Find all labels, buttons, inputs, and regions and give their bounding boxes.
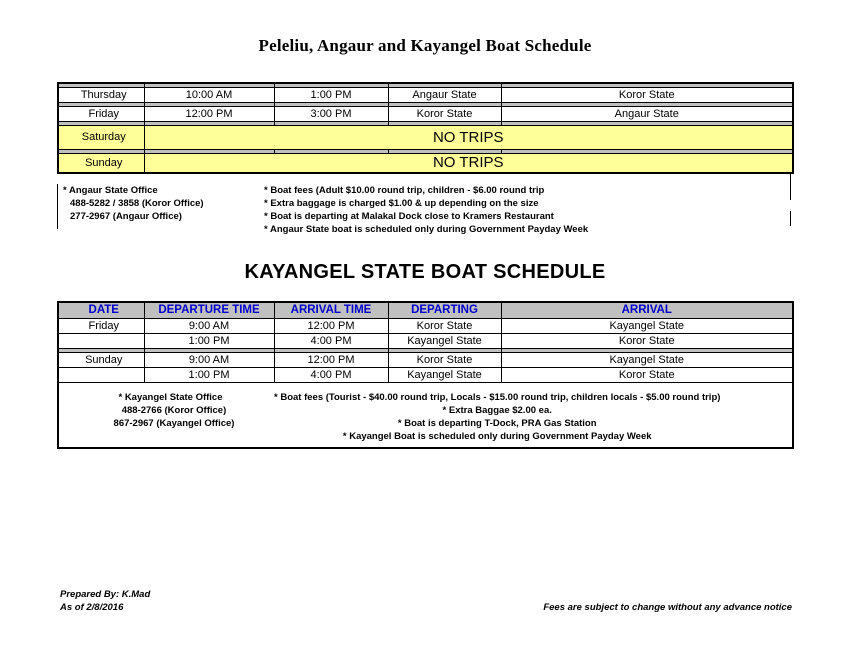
departing-state-cell: Angaur State	[388, 87, 501, 102]
note-line: 488-2766 (Koror Office)	[121, 404, 227, 416]
arrival-time-cell: 1:00 PM	[274, 87, 388, 102]
day-cell: Thursday	[58, 87, 144, 102]
date-cell: Friday	[58, 318, 144, 333]
footer-prepared-by	[60, 588, 150, 614]
arriving-state-cell: Kayangel State	[501, 318, 793, 333]
arrival-time-cell: 4:00 PM	[274, 333, 388, 348]
arriving-state-cell: Koror State	[501, 333, 793, 348]
departing-state-cell: Koror State	[388, 106, 501, 121]
boat-info-notes	[274, 391, 720, 443]
note-line: * Boat is departing at Malakal Dock close to Kramers Restaurant	[264, 211, 554, 222]
schedule-row-friday-2	[58, 333, 793, 348]
no-trips-cell: NO TRIPS	[144, 125, 793, 149]
schedule-row-sunday-2	[58, 367, 793, 382]
office-contact-notes	[67, 391, 274, 430]
prepared-by-text: Prepared By: K.Mad	[60, 589, 151, 600]
departure-time-cell: 9:00 AM	[144, 352, 274, 367]
kayangel-section-title: KAYANGEL STATE BOAT SCHEDULE	[244, 261, 606, 283]
date-cell	[58, 333, 144, 348]
arrival-time-cell: 12:00 PM	[274, 352, 388, 367]
note-line: * Angaur State boat is scheduled only during Government Payday Week	[264, 224, 589, 235]
departing-state-cell: Kayangel State	[388, 333, 501, 348]
table-border-remnant	[790, 211, 791, 226]
date-cell	[58, 367, 144, 382]
schedule-row-sunday	[58, 153, 793, 173]
departure-time-cell: 12:00 PM	[144, 106, 274, 121]
kayangel-schedule-table	[57, 301, 794, 449]
boat-info-notes	[264, 184, 588, 236]
departure-time-cell: 9:00 AM	[144, 318, 274, 333]
arrival-time-cell: 12:00 PM	[274, 318, 388, 333]
column-header-arrival-time: ARRIVAL TIME	[274, 302, 388, 318]
note-line: 277-2967 (Angaur Office)	[70, 211, 182, 222]
schedule-row-friday-1	[58, 318, 793, 333]
schedule-row-sunday-1	[58, 352, 793, 367]
note-line: * Boat is departing T-Dock, PRA Gas Station	[397, 417, 597, 429]
note-line: * Kayangel State Office	[118, 391, 223, 403]
schedule-row-saturday	[58, 125, 793, 149]
note-line: * Extra baggage is charged $1.00 & up depending on the size	[264, 198, 539, 209]
as-of-date-text: As of 2/8/2016	[60, 602, 124, 613]
note-line: * Boat fees (Adult $10.00 round trip, children - $6.00 round trip	[264, 185, 545, 196]
column-header-arrival: ARRIVAL	[501, 302, 793, 318]
note-line: * Angaur State Office	[63, 185, 158, 196]
arrival-time-cell: 3:00 PM	[274, 106, 388, 121]
note-line: 867-2967 (Kayangel Office)	[113, 417, 235, 429]
day-cell: Friday	[58, 106, 144, 121]
arriving-state-cell: Koror State	[501, 367, 793, 382]
departing-state-cell: Koror State	[388, 352, 501, 367]
column-header-departing: DEPARTING	[388, 302, 501, 318]
departure-time-cell: 10:00 AM	[144, 87, 274, 102]
column-header-departure-time: DEPARTURE TIME	[144, 302, 274, 318]
schedule-row-thursday	[58, 87, 793, 102]
note-line: * Extra Baggae $2.00 ea.	[442, 404, 552, 416]
kayangel-notes-section	[58, 382, 793, 448]
day-cell: Saturday	[58, 125, 144, 149]
arriving-state-cell: Angaur State	[501, 106, 793, 121]
notes-row	[58, 382, 793, 448]
arriving-state-cell: Kayangel State	[501, 352, 793, 367]
departing-state-cell: Kayangel State	[388, 367, 501, 382]
footer-disclaimer: Fees are subject to change without any advance notice	[543, 602, 792, 613]
schedule-row-friday	[58, 106, 793, 121]
departure-time-cell: 1:00 PM	[144, 367, 274, 382]
peleliu-notes-section	[57, 184, 792, 236]
peleliu-schedule-table	[57, 82, 794, 174]
departing-state-cell: Koror State	[388, 318, 501, 333]
date-cell: Sunday	[58, 352, 144, 367]
office-contact-notes	[57, 184, 264, 229]
no-trips-cell: NO TRIPS	[144, 153, 793, 173]
note-line: * Kayangel Boat is scheduled only during Government Payday Week	[342, 430, 652, 442]
arrival-time-cell: 4:00 PM	[274, 367, 388, 382]
note-line: 488-5282 / 3858 (Koror Office)	[70, 198, 204, 209]
departure-time-cell: 1:00 PM	[144, 333, 274, 348]
page-title: Peleliu, Angaur and Kayangel Boat Schedule	[258, 36, 592, 55]
note-line: * Boat fees (Tourist - $40.00 round trip, Locals - $15.00 round trip, children locals - $5.00 round trip)	[274, 391, 721, 403]
table-border-remnant	[790, 174, 791, 200]
column-header-date: DATE	[58, 302, 144, 318]
day-cell: Sunday	[58, 153, 144, 173]
header-row	[58, 302, 793, 318]
arriving-state-cell: Koror State	[501, 87, 793, 102]
